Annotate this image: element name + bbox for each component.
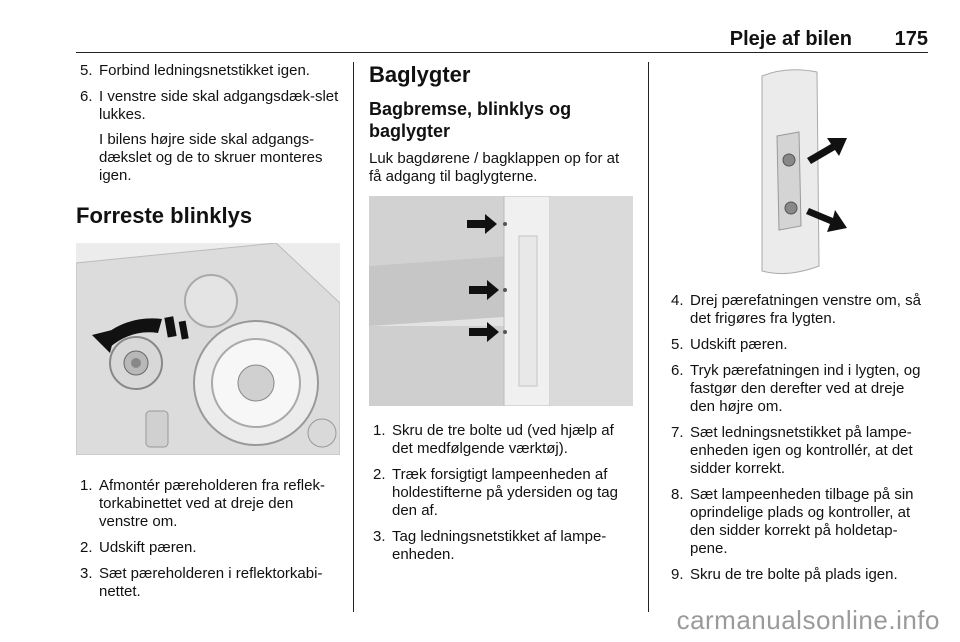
list-item: 7. Sæt ledningsnetstikket på lampe-enheden igen og kontrollér, at det sidder korrekt. — [671, 424, 913, 477]
list-item: 1. Afmontér pæreholderen fra reflek-torkabinettet ved at dreje den venstre om. — [80, 477, 325, 530]
heading-tail-lights: Baglygter — [369, 62, 471, 87]
list-item: 4. Drej pærefatningen venstre om, så det frigøres fra lygten. — [671, 292, 921, 327]
heading-front-indicator: Forreste blinklys — [76, 203, 253, 228]
section-title: Pleje af bilen — [729, 28, 852, 50]
step-note: I bilens højre side skal adgangs-dækslet og de to skruer monteres igen. — [99, 131, 323, 184]
steps-list-front — [76, 477, 340, 601]
list-item: 2. Udskift pæren. — [80, 539, 197, 556]
list-item: 6. I venstre side skal adgangsdæk-slet lukkes. I bilens højre side skal adgangs-dækslet og de to skruer monteres igen. — [80, 88, 339, 184]
page-header — [76, 22, 928, 50]
tail-light-unit-illustration — [667, 66, 929, 278]
list-item: 5. Forbind ledningsnetstikket igen. — [80, 62, 310, 79]
list-item: 2. Træk forsigtigt lampeenheden af holdestifterne på ydersiden og tag den af. — [373, 466, 618, 519]
list-item: 8. Sæt lampeenheden tilbage på sin oprindelige plads og kontroller, at den sidder korrekt på holdetap-pene. — [671, 486, 914, 557]
steps-list-continued — [76, 62, 340, 185]
column-divider-1 — [353, 62, 354, 612]
tail-light-bolts-illustration — [369, 196, 633, 406]
column-1 — [76, 62, 340, 609]
steps-list-rear — [369, 422, 633, 564]
column-2 — [369, 62, 633, 572]
page-number: 175 — [894, 28, 928, 50]
list-item: 9. Skru de tre bolte på plads igen. — [671, 566, 898, 583]
steps-list-bulb — [667, 292, 929, 584]
list-item: 1. Skru de tre bolte ud (ved hjælp af det medfølgende værktøj). — [373, 422, 614, 457]
watermark: carmanualsonline.info — [676, 605, 940, 635]
list-item: 5. Udskift pæren. — [671, 336, 788, 353]
list-item: 3. Tag ledningsnetstikket af lampe-enheden. — [373, 528, 607, 563]
column-3 — [667, 62, 929, 592]
list-item: 3. Sæt pæreholderen i reflektorkabi-nettet. — [80, 565, 323, 600]
header-divider — [76, 52, 928, 53]
list-item: 6. Tryk pærefatningen ind i lygten, og fastgør den derefter ved at dreje den højre om. — [671, 362, 921, 415]
front-indicator-illustration — [76, 243, 340, 455]
intro-paragraph: Luk bagdørene / bagklappen op for at få adgang til baglygterne. — [369, 150, 620, 185]
column-divider-2 — [648, 62, 649, 612]
subheading-tail-lights: Bagbremse, blinklys og baglygter — [369, 99, 572, 141]
